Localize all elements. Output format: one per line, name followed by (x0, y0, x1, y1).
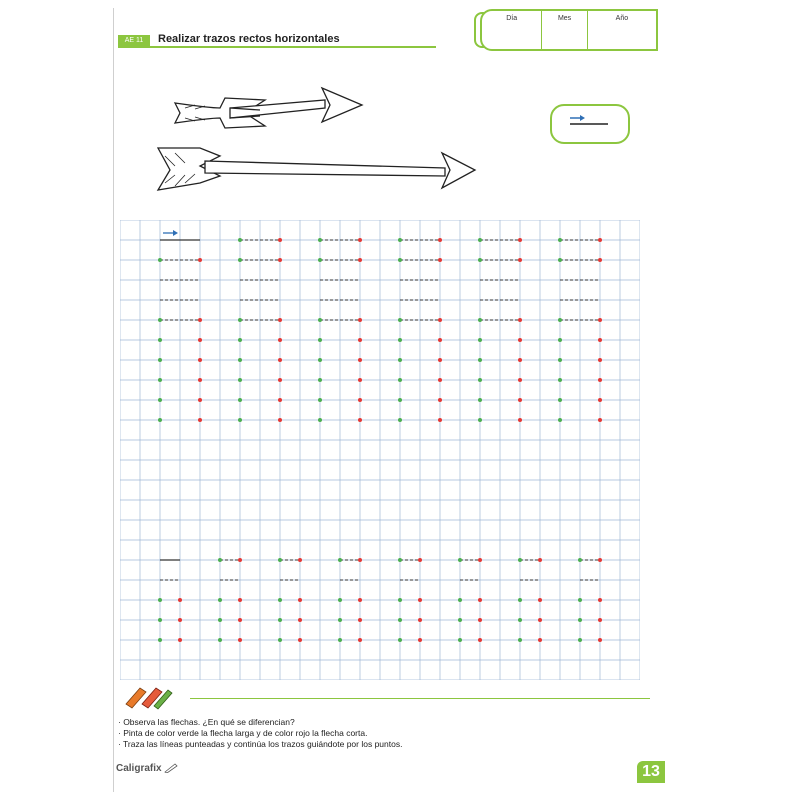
example-arrow-icon (173, 230, 178, 236)
guide-dot (398, 418, 402, 422)
guide-dot (298, 638, 302, 642)
guide-dot (478, 338, 482, 342)
guide-dot (178, 618, 182, 622)
guide-dot (578, 638, 582, 642)
guide-dot (418, 638, 422, 642)
guide-dot (278, 318, 282, 322)
guide-dot (158, 638, 162, 642)
guide-dot (198, 378, 202, 382)
guide-dot (278, 398, 282, 402)
guide-dot (358, 558, 362, 562)
guide-dot (358, 418, 362, 422)
guide-dot (158, 598, 162, 602)
guide-dot (238, 338, 242, 342)
guide-dot (398, 358, 402, 362)
crayon-icon (122, 684, 182, 710)
guide-dot (438, 418, 442, 422)
guide-dot (558, 338, 562, 342)
guide-dot (518, 558, 522, 562)
guide-dot (438, 358, 442, 362)
guide-dot (278, 418, 282, 422)
guide-dot (598, 398, 602, 402)
guide-dot (238, 618, 242, 622)
guide-dot (518, 398, 522, 402)
guide-dot (158, 318, 162, 322)
guide-dot (398, 558, 402, 562)
guide-dot (598, 238, 602, 242)
guide-dot (238, 378, 242, 382)
guide-dot (518, 638, 522, 642)
arrows-illustration (150, 78, 480, 208)
tracing-grid[interactable] (120, 220, 640, 680)
guide-dot (158, 338, 162, 342)
guide-dot (598, 618, 602, 622)
page-title: Realizar trazos rectos horizontales (158, 33, 340, 45)
guide-dot (238, 238, 242, 242)
guide-dot (398, 238, 402, 242)
pencil-icon (164, 763, 178, 773)
guide-dot (338, 598, 342, 602)
guide-dot (218, 618, 222, 622)
guide-dot (278, 238, 282, 242)
guide-dot (238, 418, 242, 422)
guide-dot (318, 418, 322, 422)
footer-divider (190, 698, 650, 699)
guide-dot (438, 378, 442, 382)
guide-dot (458, 618, 462, 622)
guide-dot (198, 338, 202, 342)
guide-dot (458, 558, 462, 562)
guide-dot (398, 258, 402, 262)
guide-dot (358, 338, 362, 342)
guide-dot (338, 558, 342, 562)
guide-dot (478, 258, 482, 262)
guide-dot (558, 398, 562, 402)
guide-dot (598, 318, 602, 322)
guide-dot (358, 638, 362, 642)
guide-dot (598, 558, 602, 562)
guide-dot (398, 598, 402, 602)
guide-dot (358, 618, 362, 622)
date-day-label: Día (506, 15, 518, 22)
guide-dot (298, 618, 302, 622)
page-edge (113, 8, 114, 792)
guide-dot (298, 558, 302, 562)
guide-dot (418, 618, 422, 622)
instructions (118, 717, 402, 750)
guide-dot (278, 558, 282, 562)
guide-dot (158, 618, 162, 622)
guide-dot (518, 418, 522, 422)
guide-dot (438, 258, 442, 262)
guide-dot (518, 598, 522, 602)
long-arrow-icon[interactable] (158, 148, 475, 190)
guide-dot (358, 238, 362, 242)
guide-dot (278, 358, 282, 362)
guide-dot (398, 638, 402, 642)
guide-dot (398, 378, 402, 382)
guide-dot (278, 618, 282, 622)
guide-dot (318, 358, 322, 362)
guide-dot (338, 618, 342, 622)
guide-dot (318, 378, 322, 382)
instruction-3: · Traza las líneas punteadas y continúa los trazos guiándote por los puntos. (118, 739, 403, 749)
guide-dot (418, 558, 422, 562)
guide-dot (478, 638, 482, 642)
guide-dot (578, 598, 582, 602)
guide-dot (198, 398, 202, 402)
guide-dot (598, 598, 602, 602)
guide-dot (598, 378, 602, 382)
guide-dot (238, 638, 242, 642)
guide-dot (198, 418, 202, 422)
date-day-cell[interactable] (482, 11, 541, 49)
guide-dot (438, 238, 442, 242)
guide-dot (278, 638, 282, 642)
guide-dot (458, 598, 462, 602)
guide-dot (538, 598, 542, 602)
activity-badge: AE 11 (118, 35, 150, 47)
guide-dot (478, 598, 482, 602)
guide-dot (598, 638, 602, 642)
guide-dot (598, 258, 602, 262)
guide-dot (478, 418, 482, 422)
guide-dot (558, 318, 562, 322)
guide-dot (238, 558, 242, 562)
date-year-cell[interactable] (587, 11, 656, 49)
guide-dot (558, 358, 562, 362)
guide-dot (478, 618, 482, 622)
guide-dot (538, 558, 542, 562)
guide-dot (278, 258, 282, 262)
guide-dot (538, 638, 542, 642)
guide-dot (358, 378, 362, 382)
guide-dot (318, 318, 322, 322)
brand-logo: Caligrafix (116, 763, 178, 774)
guide-dot (398, 398, 402, 402)
guide-dot (558, 378, 562, 382)
guide-dot (438, 338, 442, 342)
guide-dot (318, 398, 322, 402)
guide-dot (598, 358, 602, 362)
guide-dot (218, 598, 222, 602)
guide-dot (358, 358, 362, 362)
guide-dot (598, 338, 602, 342)
guide-dot (298, 598, 302, 602)
guide-dot (318, 338, 322, 342)
guide-dot (178, 598, 182, 602)
header-divider (118, 46, 436, 48)
guide-dot (438, 398, 442, 402)
guide-dot (318, 238, 322, 242)
guide-dot (238, 598, 242, 602)
guide-dot (578, 558, 582, 562)
guide-dot (438, 318, 442, 322)
guide-dot (398, 338, 402, 342)
date-year-label: Año (615, 15, 629, 22)
guide-dot (198, 318, 202, 322)
guide-dot (218, 558, 222, 562)
guide-dot (518, 378, 522, 382)
guide-dot (238, 398, 242, 402)
example-arrow-icon (552, 106, 628, 142)
guide-dot (198, 358, 202, 362)
guide-dot (198, 258, 202, 262)
guide-dot (478, 398, 482, 402)
guide-dot (478, 358, 482, 362)
guide-dot (238, 358, 242, 362)
guide-dot (558, 418, 562, 422)
guide-dot (478, 558, 482, 562)
date-month-cell[interactable] (541, 11, 586, 49)
guide-dot (178, 638, 182, 642)
date-box (480, 9, 658, 51)
guide-dot (158, 358, 162, 362)
guide-dot (218, 638, 222, 642)
guide-dot (478, 378, 482, 382)
guide-dot (238, 258, 242, 262)
guide-dot (598, 418, 602, 422)
guide-dot (358, 318, 362, 322)
guide-dot (318, 258, 322, 262)
guide-dot (278, 338, 282, 342)
guide-dot (518, 358, 522, 362)
guide-dot (278, 378, 282, 382)
guide-dot (518, 318, 522, 322)
guide-dot (518, 238, 522, 242)
guide-dot (538, 618, 542, 622)
guide-dot (518, 258, 522, 262)
date-month-label: Mes (557, 15, 572, 22)
guide-dot (358, 398, 362, 402)
guide-dot (238, 318, 242, 322)
guide-dot (558, 258, 562, 262)
guide-dot (358, 598, 362, 602)
guide-dot (158, 398, 162, 402)
guide-dot (578, 618, 582, 622)
instruction-2: · Pinta de color verde la flecha larga y de color rojo la flecha corta. (118, 728, 368, 738)
guide-dot (478, 238, 482, 242)
guide-dot (278, 598, 282, 602)
example-box (550, 104, 630, 144)
guide-dot (418, 598, 422, 602)
guide-dot (338, 638, 342, 642)
guide-dot (518, 618, 522, 622)
instruction-1: · Observa las flechas. ¿En qué se diferencian? (118, 717, 295, 727)
guide-dot (398, 618, 402, 622)
guide-dot (398, 318, 402, 322)
guide-dot (558, 238, 562, 242)
guide-dot (518, 338, 522, 342)
guide-dot (158, 258, 162, 262)
guide-dot (358, 258, 362, 262)
guide-dot (158, 378, 162, 382)
guide-dot (458, 638, 462, 642)
guide-dot (158, 418, 162, 422)
guide-dot (478, 318, 482, 322)
page-number: 13 (637, 761, 665, 783)
short-arrow-icon[interactable] (175, 88, 362, 128)
